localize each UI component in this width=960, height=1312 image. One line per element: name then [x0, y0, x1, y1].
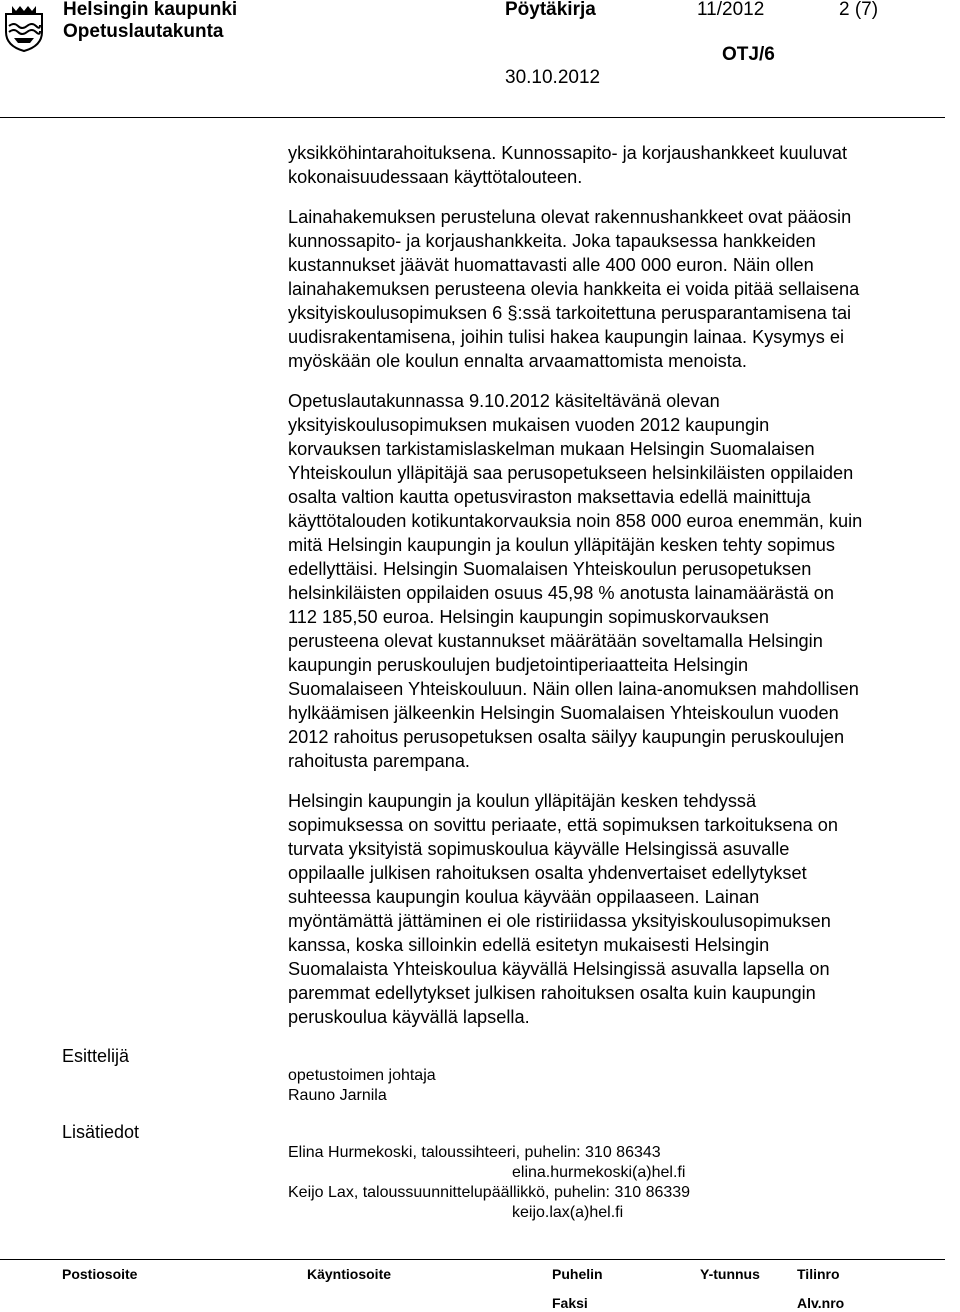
text-line: kaupungin peruskoulujen budjetointiperiaatteita Helsingin [288, 655, 749, 675]
text-line: Helsingin kaupungin ja koulun ylläpitäjän kesken tehdyssä [288, 791, 757, 811]
meeting-number: 11/2012 [697, 0, 765, 20]
text-line: korvauksen tarkistamislaskelman mukaan Helsingin Suomalaisen [288, 439, 815, 459]
agenda-section: OTJ/6 [722, 44, 775, 65]
text-line: Lainahakemuksen perusteluna olevat rakennushankkeet ovat pääosin [288, 207, 852, 227]
text-line: kanssa, koska silloinkin edellä esitetyn mukaisesti Helsingin [288, 935, 770, 955]
meeting-date: 30.10.2012 [505, 67, 601, 88]
footer-rule [0, 1259, 945, 1260]
board-name: Opetuslautakunta [63, 21, 224, 42]
text-line: turvata yksityistä sopimuskoulua käyvälle Helsingissä asuvalle [288, 839, 790, 859]
text-line: lainahakemuksen perusteena olevia hankkeita ei voida pitää sellaisena [288, 279, 860, 299]
text-line: kunnossapito- ja korjaushankkeita. Joka tapauksessa hankkeiden [288, 231, 816, 251]
text-line: yksityiskoulusopimuksen mukaisen vuoden 2012 kaupungin [288, 415, 770, 435]
text-line: osalta valtion kautta opetusviraston maksettavia edellä mainittuja [288, 487, 811, 507]
text-line: myöskään ole koulun ennalta arvaamattomista menoista. [288, 351, 747, 371]
text-line: myöntämättä jättäminen ei ole ristiriidassa yksityiskoulusopimuksen [288, 911, 831, 931]
text-line: helsinkiläisten oppilaiden osuus 45,98 % anotusta lainamäärästä on [288, 583, 834, 603]
email-1[interactable]: elina.hurmekoski(a)hel.fi [512, 1164, 686, 1181]
helsinki-crest-logo [2, 2, 46, 52]
email-2[interactable]: keijo.lax(a)hel.fi [512, 1204, 624, 1221]
info-label: Lisätiedot [62, 1122, 140, 1142]
footer-faksi: Faksi [552, 1295, 588, 1311]
paragraph-4 [288, 789, 928, 1029]
page-number: 2 (7) [839, 0, 879, 20]
text-line: käyttötalouden kotikuntakorvauksia noin 858 000 euroa enemmän, kuin [288, 511, 863, 531]
footer-tilinro: Tilinro [797, 1266, 840, 1282]
footer-postiosoite: Postiosoite [62, 1266, 138, 1282]
text-line: peruskoulua käyvällä lapsella. [288, 1007, 530, 1027]
footer-kayntiosoite: Käyntiosoite [307, 1266, 392, 1282]
text-line: kustannukset jäävät huomattavasti alle 400 000 euron. Näin ollen [288, 255, 814, 275]
text-line: perusteena olevat kustannukset määrätään soveltamalla Helsingin [288, 631, 823, 651]
contact-1: Elina Hurmekoski, taloussihteeri, puhelin: 310 86343 [288, 1144, 661, 1161]
paragraph-1 [288, 141, 928, 189]
header-rule [0, 117, 945, 118]
text-line: Suomalaiseen Yhteiskouluun. Näin ollen laina-anomuksen mahdollisen [288, 679, 859, 699]
text-line: Opetuslautakunnassa 9.10.2012 käsiteltävänä olevan [288, 391, 720, 411]
text-line: 112 185,50 euroa. Helsingin kaupungin sopimuskorvauksen [288, 607, 769, 627]
text-line: Yhteiskoulun ylläpitäjä saa perusopetukseen helsinkiläisten oppilaiden [288, 463, 854, 483]
document-type: Pöytäkirja [505, 0, 596, 20]
text-line: rahoitusta parempana. [288, 751, 470, 771]
presenter-name: Rauno Jarnila [288, 1087, 387, 1104]
text-line: yksityiskoulusopimuksen 6 §:ssä tarkoitettuna perusparantamisena tai [288, 303, 852, 323]
presenter-label: Esittelijä [62, 1046, 130, 1066]
presenter-title: opetustoimen johtaja [288, 1067, 436, 1084]
text-line: mitä Helsingin kaupungin ja koulun ylläpitäjän kesken tehty sopimus [288, 535, 835, 555]
paragraph-3 [288, 389, 928, 773]
text-line: kokonaisuudessaan käyttötalouteen. [288, 167, 583, 187]
city-name: Helsingin kaupunki [63, 0, 238, 20]
text-line: yksikköhintarahoituksena. Kunnossapito- ja korjaushankkeet kuuluvat [288, 143, 848, 163]
text-line: oppilaalle julkisen rahoituksen osalta yhdenvertaiset edellytykset [288, 863, 807, 883]
text-line: edellyttäisi. Helsingin Suomalaisen Yhteiskoulun perusopetuksen [288, 559, 812, 579]
footer-puhelin: Puhelin [552, 1266, 603, 1282]
footer-ytunnus: Y-tunnus [700, 1266, 760, 1282]
text-line: suhteessa kaupungin koulua käyvään oppilaaseen. Lainan [288, 887, 760, 907]
text-line: sopimuksessa on sovittu periaate, että sopimuksen tarkoituksena on [288, 815, 838, 835]
paragraph-2 [288, 205, 928, 373]
text-line: hylkäämisen jälkeenkin Helsingin Suomalaisen Yhteiskoulun vuoden [288, 703, 839, 723]
text-line: Suomalaista Yhteiskoulua käyvällä Helsingissä asuvalla lapsella on [288, 959, 830, 979]
contact-2: Keijo Lax, taloussuunnittelupäällikkö, puhelin: 310 86339 [288, 1184, 691, 1201]
text-line: uudisrakentamisena, joihin tulisi hakea kaupungin lainaa. Kysymys ei [288, 327, 845, 347]
text-line: 2012 rahoitus perusopetuksen osalta säilyy kaupungin peruskoulujen [288, 727, 845, 747]
text-line: paremmat edellytykset julkisen rahoituksen osalta kuin kaupungin [288, 983, 816, 1003]
footer-alvnro: Alv.nro [797, 1295, 845, 1311]
